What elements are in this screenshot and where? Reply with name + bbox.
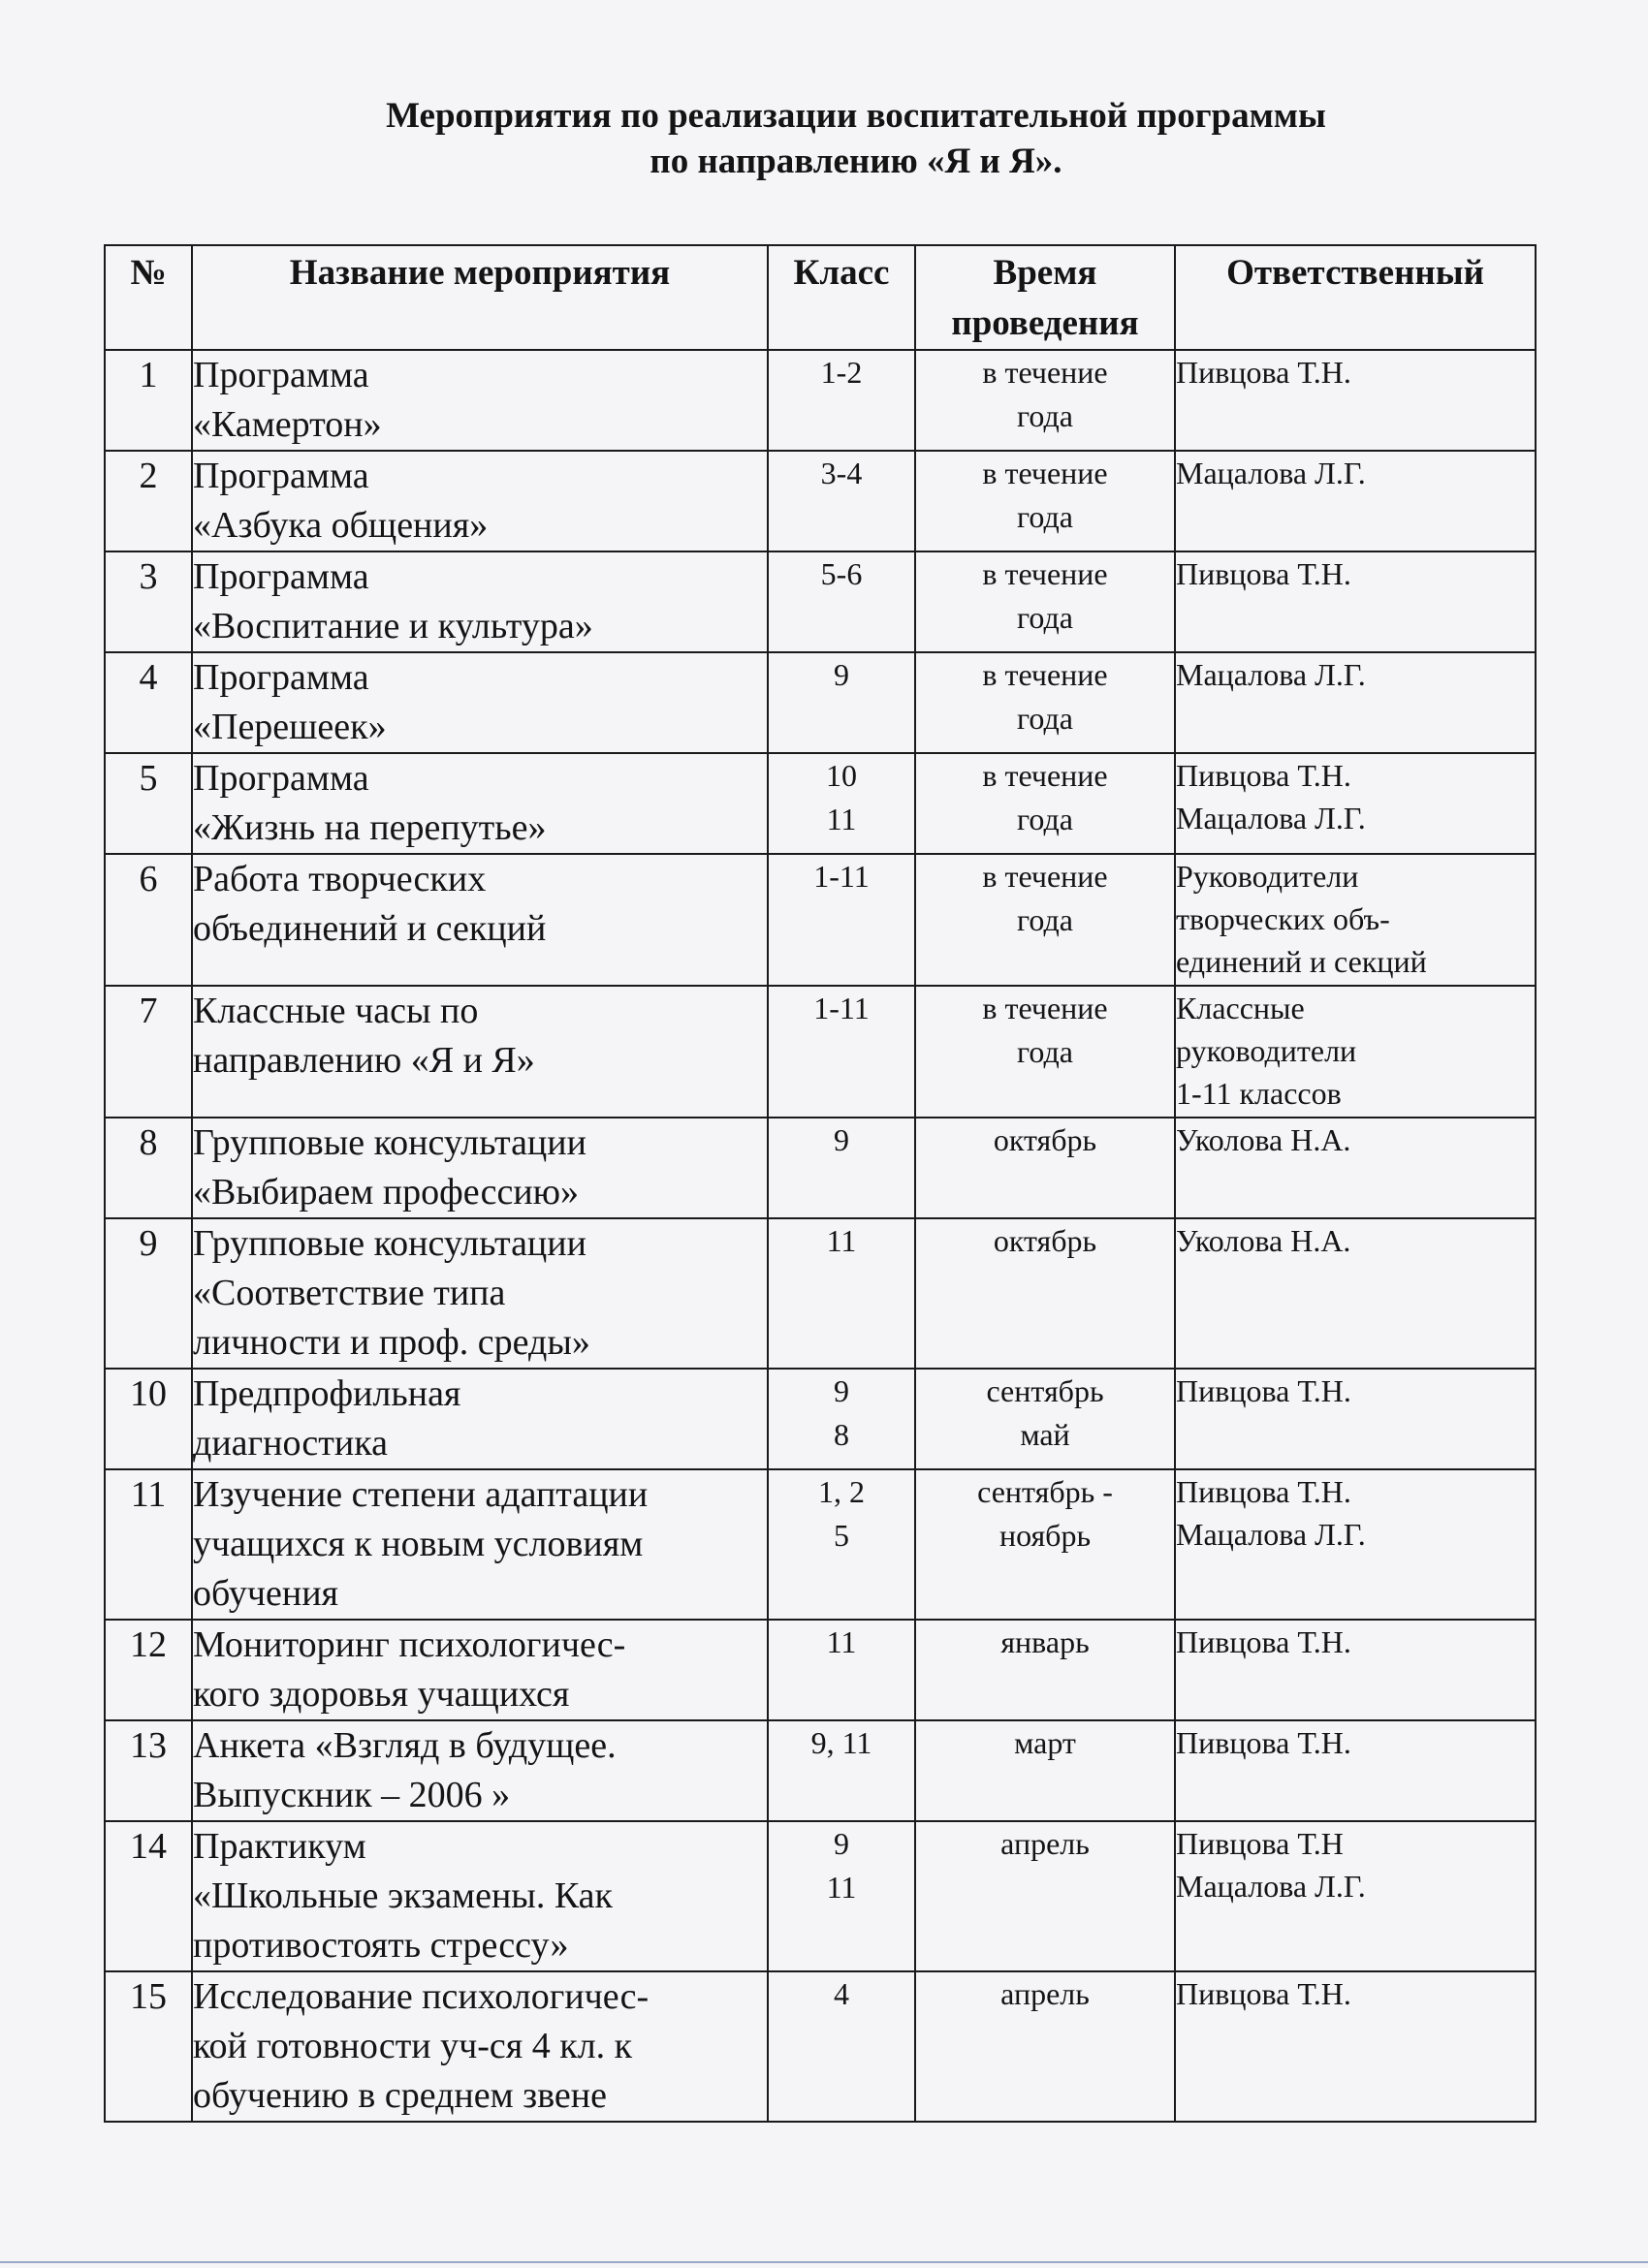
- cell-responsible: [1175, 1971, 1536, 2122]
- cell-number: 5: [105, 753, 192, 854]
- cell-responsible-line: Мацалова Л.Г.: [1176, 456, 1366, 490]
- table-row: [105, 1118, 1536, 1218]
- cell-number: 14: [105, 1821, 192, 1971]
- cell-responsible-line: Уколова Н.А.: [1176, 1122, 1351, 1157]
- cell-grade-line: 1-11: [813, 991, 870, 1025]
- header-time: [915, 245, 1175, 350]
- cell-grade-line: 9: [834, 657, 849, 692]
- cell-responsible-line: руководители: [1176, 1033, 1357, 1068]
- cell-time: [915, 1971, 1175, 2122]
- cell-event-name-line: направлению «Я и Я»: [193, 1040, 535, 1081]
- table-row: [105, 1971, 1536, 2122]
- table-row: [105, 451, 1536, 551]
- cell-event-name: [192, 551, 768, 652]
- cell-event-name-line: «Воспитание и культура»: [193, 606, 593, 646]
- cell-event-name-line: Программа: [193, 657, 369, 698]
- cell-event-name: [192, 753, 768, 854]
- cell-event-name-line: объединений и секций: [193, 908, 547, 949]
- cell-number: 11: [105, 1469, 192, 1620]
- cell-event-name-line: кой готовности уч-ся 4 кл. к: [193, 2026, 633, 2066]
- cell-responsible-line: Руководители: [1176, 859, 1359, 894]
- events-table: [104, 244, 1537, 2123]
- cell-time-line: ноябрь: [998, 1518, 1092, 1553]
- cell-event-name-line: Групповые консультации: [193, 1223, 586, 1264]
- cell-time-line: в течение: [982, 859, 1108, 894]
- cell-responsible-line: творческих объ-: [1176, 901, 1390, 936]
- header-responsible: Ответственный: [1175, 245, 1536, 350]
- cell-grade-line: 1-2: [820, 355, 863, 390]
- table-row: [105, 986, 1536, 1118]
- cell-event-name-line: Программа: [193, 556, 369, 597]
- cell-number: 10: [105, 1369, 192, 1469]
- cell-grade: [768, 1620, 915, 1720]
- cell-grade-line: 9: [834, 1373, 849, 1408]
- cell-responsible: [1175, 1720, 1536, 1821]
- table-row: [105, 551, 1536, 652]
- cell-event-name: [192, 350, 768, 451]
- cell-time: [915, 652, 1175, 753]
- cell-grade-line: 9: [834, 1122, 849, 1157]
- cell-time-line: апрель: [1000, 1976, 1090, 2011]
- header-time-line: Время: [993, 253, 1097, 293]
- cell-event-name-line: «Перешеек»: [193, 707, 387, 747]
- cell-responsible-line: Пивцова Т.Н.: [1176, 1725, 1351, 1760]
- header-grade: Класс: [768, 245, 915, 350]
- header-time-line: проведения: [951, 303, 1139, 343]
- cell-number: 3: [105, 551, 192, 652]
- cell-time-line: года: [1017, 902, 1073, 937]
- cell-event-name-line: личности и проф. среды»: [193, 1322, 590, 1363]
- cell-event-name-line: Изучение степени адаптации: [193, 1474, 649, 1515]
- cell-event-name-line: Мониторинг психологичес-: [193, 1624, 626, 1665]
- cell-grade-line: 1-11: [813, 859, 870, 894]
- header-name: Название мероприятия: [192, 245, 768, 350]
- cell-event-name-line: Работа творческих: [193, 859, 487, 899]
- cell-event-name-line: «Камертон»: [193, 404, 382, 445]
- cell-responsible-line: единений и секций: [1176, 944, 1427, 979]
- table-row: [105, 1821, 1536, 1971]
- cell-event-name: [192, 854, 768, 986]
- cell-grade-line: 9, 11: [810, 1725, 872, 1760]
- cell-responsible-line: Пивцова Т.Н.: [1176, 1474, 1351, 1509]
- cell-grade: [768, 1821, 915, 1971]
- cell-responsible-line: Пивцова Т.Н.: [1176, 1976, 1351, 2011]
- cell-event-name-line: обучению в среднем звене: [193, 2075, 607, 2116]
- cell-grade: [768, 652, 915, 753]
- cell-time-line: года: [1017, 1034, 1073, 1069]
- cell-event-name: [192, 1821, 768, 1971]
- cell-number: 8: [105, 1118, 192, 1218]
- table-row: [105, 1369, 1536, 1469]
- cell-event-name-line: Практикум: [193, 1826, 366, 1867]
- cell-responsible-line: Пивцова Т.Н.: [1176, 758, 1351, 793]
- cell-grade-line: 10: [826, 758, 857, 793]
- cell-responsible: [1175, 753, 1536, 854]
- cell-time: [915, 1720, 1175, 1821]
- cell-responsible-line: Классные: [1176, 991, 1305, 1025]
- cell-responsible-line: Мацалова Л.Г.: [1176, 801, 1366, 835]
- cell-time: [915, 1369, 1175, 1469]
- cell-number: 13: [105, 1720, 192, 1821]
- cell-time-line: апрель: [1000, 1826, 1090, 1861]
- cell-time: [915, 551, 1175, 652]
- cell-responsible-line: 1-11 классов: [1176, 1076, 1342, 1111]
- cell-time-line: года: [1017, 499, 1073, 534]
- cell-event-name: [192, 652, 768, 753]
- cell-event-name-line: «Азбука общения»: [193, 505, 489, 546]
- cell-responsible: [1175, 451, 1536, 551]
- cell-event-name-line: кого здоровья учащихся: [193, 1674, 570, 1715]
- cell-time-line: январь: [1000, 1624, 1090, 1659]
- cell-time-line: март: [1014, 1725, 1076, 1760]
- cell-time: [915, 1620, 1175, 1720]
- cell-grade-line: 5: [834, 1518, 849, 1553]
- page-title: [0, 93, 1648, 184]
- cell-event-name-line: «Школьные экзамены. Как: [193, 1875, 613, 1916]
- cell-grade: [768, 451, 915, 551]
- cell-time: [915, 854, 1175, 986]
- table-body: [105, 350, 1536, 2122]
- table-header-row: [105, 245, 1536, 350]
- cell-event-name-line: «Жизнь на перепутье»: [193, 807, 547, 848]
- cell-number: 2: [105, 451, 192, 551]
- cell-event-name: [192, 1218, 768, 1369]
- cell-time: [915, 1821, 1175, 1971]
- cell-time-line: года: [1017, 701, 1073, 736]
- cell-grade: [768, 1218, 915, 1369]
- cell-time-line: в течение: [982, 556, 1108, 591]
- cell-grade: [768, 854, 915, 986]
- cell-responsible-line: Пивцова Т.Н.: [1176, 355, 1351, 390]
- cell-event-name-line: Предпрофильная: [193, 1373, 461, 1414]
- cell-responsible-line: Мацалова Л.Г.: [1176, 657, 1366, 692]
- cell-grade-line: 9: [834, 1826, 849, 1861]
- cell-responsible: [1175, 854, 1536, 986]
- cell-responsible: [1175, 350, 1536, 451]
- cell-event-name-line: «Выбираем профессию»: [193, 1172, 580, 1213]
- cell-responsible-line: Уколова Н.А.: [1176, 1223, 1351, 1258]
- title-line-2: по направлению «Я и Я».: [650, 142, 1062, 181]
- cell-time-line: в течение: [982, 456, 1108, 490]
- cell-grade: [768, 1369, 915, 1469]
- cell-grade-line: 4: [834, 1976, 849, 2011]
- cell-time-line: сентябрь -: [977, 1474, 1113, 1509]
- cell-responsible: [1175, 551, 1536, 652]
- cell-number: 7: [105, 986, 192, 1118]
- cell-responsible-line: Мацалова Л.Г.: [1176, 1517, 1366, 1552]
- cell-number: 9: [105, 1218, 192, 1369]
- cell-event-name-line: «Соответствие типа: [193, 1273, 506, 1313]
- cell-event-name-line: Выпускник – 2006 »: [193, 1775, 511, 1815]
- cell-grade: [768, 753, 915, 854]
- cell-event-name-line: Анкета «Взгляд в будущее.: [193, 1725, 617, 1766]
- cell-number: 1: [105, 350, 192, 451]
- cell-event-name-line: учащихся к новым условиям: [193, 1524, 644, 1564]
- cell-time: [915, 350, 1175, 451]
- cell-time-line: октябрь: [993, 1223, 1097, 1258]
- cell-grade: [768, 1720, 915, 1821]
- cell-event-name-line: Классные часы по: [193, 991, 479, 1031]
- cell-responsible-line: Мацалова Л.Г.: [1176, 1869, 1366, 1904]
- cell-event-name-line: обучения: [193, 1573, 339, 1614]
- cell-responsible: [1175, 1118, 1536, 1218]
- cell-responsible-line: Пивцова Т.Н.: [1176, 556, 1351, 591]
- cell-responsible: [1175, 1821, 1536, 1971]
- title-line-1: Мероприятия по реализации воспитательной программы: [386, 96, 1326, 136]
- cell-time: [915, 753, 1175, 854]
- cell-event-name-line: Исследование психологичес-: [193, 1976, 650, 2017]
- cell-responsible: [1175, 986, 1536, 1118]
- cell-event-name: [192, 1369, 768, 1469]
- cell-responsible: [1175, 1469, 1536, 1620]
- cell-time-line: в течение: [982, 657, 1108, 692]
- cell-time-line: май: [1020, 1417, 1070, 1452]
- cell-grade: [768, 986, 915, 1118]
- cell-number: 4: [105, 652, 192, 753]
- header-num: №: [105, 245, 192, 350]
- table-row: [105, 350, 1536, 451]
- cell-event-name-line: диагностика: [193, 1423, 388, 1464]
- table-row: [105, 1469, 1536, 1620]
- cell-grade: [768, 1469, 915, 1620]
- cell-number: 15: [105, 1971, 192, 2122]
- cell-event-name-line: Программа: [193, 758, 369, 799]
- table-row: [105, 652, 1536, 753]
- cell-event-name: [192, 1971, 768, 2122]
- cell-grade-line: 11: [826, 802, 857, 836]
- cell-time-line: года: [1017, 802, 1073, 836]
- cell-event-name: [192, 1118, 768, 1218]
- cell-time: [915, 1469, 1175, 1620]
- cell-responsible-line: Пивцова Т.Н.: [1176, 1624, 1351, 1659]
- table-row: [105, 753, 1536, 854]
- cell-responsible-line: Пивцова Т.Н: [1176, 1826, 1344, 1861]
- cell-grade-line: 5-6: [820, 556, 863, 591]
- cell-responsible: [1175, 652, 1536, 753]
- cell-event-name: [192, 451, 768, 551]
- cell-grade-line: 3-4: [820, 456, 863, 490]
- cell-time-line: года: [1017, 600, 1073, 635]
- bottom-rule: [0, 2261, 1648, 2263]
- cell-event-name: [192, 1620, 768, 1720]
- cell-time-line: года: [1017, 398, 1073, 433]
- cell-event-name: [192, 986, 768, 1118]
- cell-event-name-line: противостоять стрессу»: [193, 1925, 569, 1966]
- cell-time-line: в течение: [982, 991, 1108, 1025]
- cell-event-name-line: Программа: [193, 355, 369, 395]
- cell-grade: [768, 350, 915, 451]
- cell-grade-line: 11: [826, 1624, 857, 1659]
- cell-time-line: в течение: [982, 758, 1108, 793]
- cell-grade-line: 8: [834, 1417, 849, 1452]
- cell-grade: [768, 1971, 915, 2122]
- table-row: [105, 1620, 1536, 1720]
- cell-grade-line: 11: [826, 1870, 857, 1905]
- cell-time-line: октябрь: [993, 1122, 1097, 1157]
- table-row: [105, 1720, 1536, 1821]
- cell-event-name-line: Групповые консультации: [193, 1122, 586, 1163]
- cell-time-line: в течение: [982, 355, 1108, 390]
- cell-number: 6: [105, 854, 192, 986]
- cell-time: [915, 451, 1175, 551]
- cell-time: [915, 986, 1175, 1118]
- cell-grade: [768, 1118, 915, 1218]
- cell-number: 12: [105, 1620, 192, 1720]
- cell-grade-line: 1, 2: [818, 1474, 865, 1509]
- table-row: [105, 854, 1536, 986]
- cell-event-name: [192, 1720, 768, 1821]
- cell-event-name-line: Программа: [193, 456, 369, 496]
- cell-responsible: [1175, 1369, 1536, 1469]
- cell-responsible: [1175, 1218, 1536, 1369]
- cell-time: [915, 1218, 1175, 1369]
- cell-grade: [768, 551, 915, 652]
- cell-grade-line: 11: [826, 1223, 857, 1258]
- cell-time: [915, 1118, 1175, 1218]
- cell-responsible-line: Пивцова Т.Н.: [1176, 1373, 1351, 1408]
- cell-time-line: сентябрь: [986, 1373, 1104, 1408]
- cell-event-name: [192, 1469, 768, 1620]
- table-row: [105, 1218, 1536, 1369]
- cell-responsible: [1175, 1620, 1536, 1720]
